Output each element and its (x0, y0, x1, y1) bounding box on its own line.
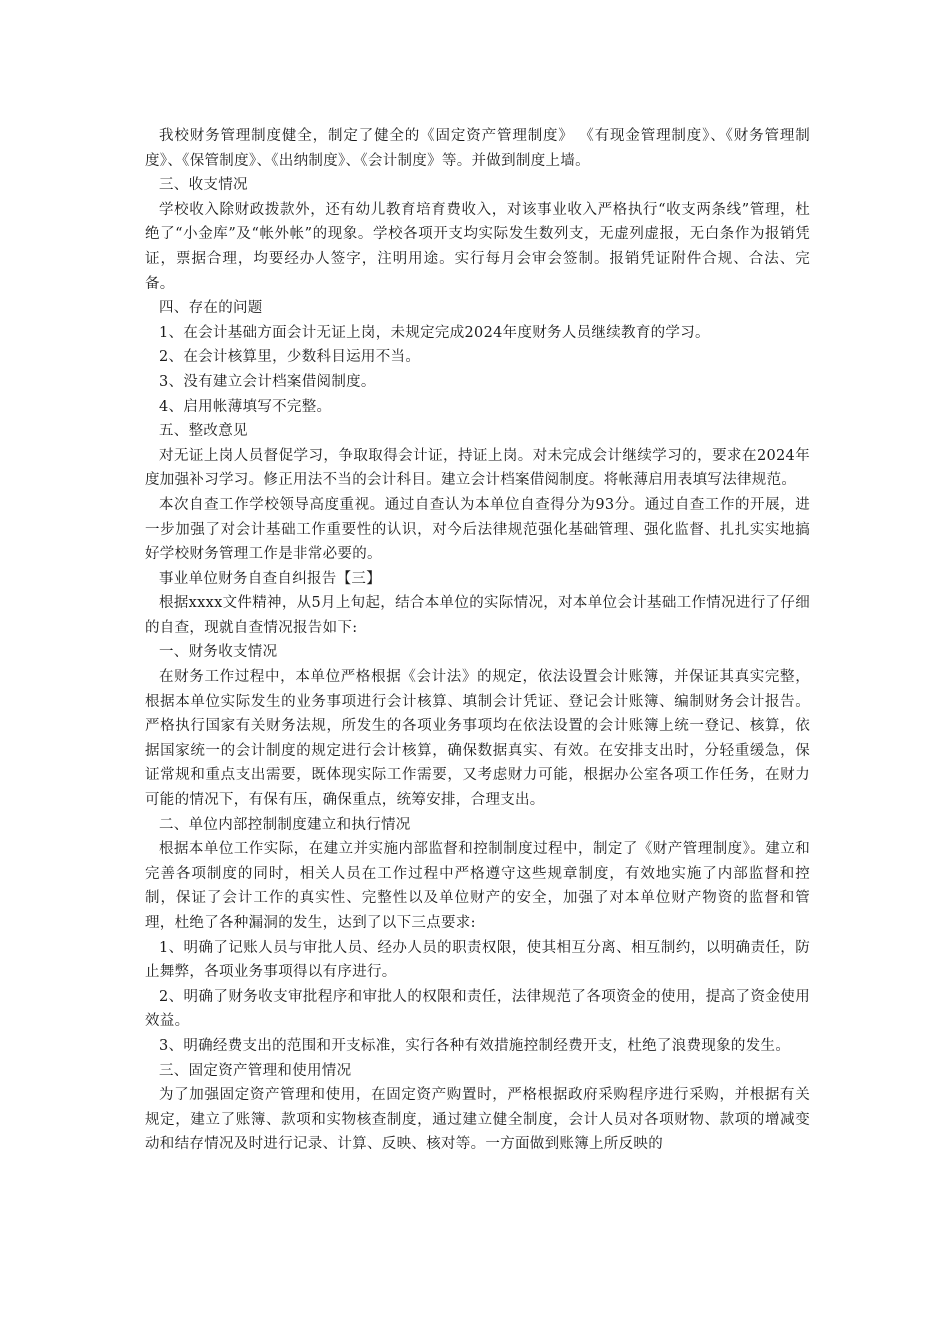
section-heading: 四、存在的问题 (159, 300, 263, 317)
paragraph: 学校收入除财政拨款外，还有幼儿教育培育费收入，对该事业收入严格执行“收支两条线”管理，杜绝了“小金库”及“帐外帐”的现象。学校各项开支均实际发生数列支，无虚列虚报，无白条作为报销凭证，票据合理，均要经办人签字，注明用途。实行每月会审会签制。报销凭证附件合规、合法、完备。 (145, 201, 810, 292)
report-title: 事业单位财务自查自纠报告【三】 (159, 570, 381, 587)
paragraph: 根据xxxx文件精神，从5月上旬起，结合本单位的实际情况，对本单位会计基础工作情况进行了仔细的自查，现就自查情况报告如下: (145, 595, 810, 636)
paragraph: 根据本单位工作实际，在建立并实施内部监督和控制制度过程中，制定了《财产管理制度》。建立和完善各项制度的同时，相关人员在工作过程中严格遵守这些规章制度，有效地实施了内部监督和控制，保证了会计工作的真实性、完整性以及单位财产的安全，加强了对本单位财产物资的监督和管理，杜绝了各种漏洞的发生，达到了以下三点要求: (145, 841, 810, 931)
list-item: 1、明确了记账人员与审批人员、经办人员的职责权限，使其相互分离、相互制约，以明确责任，防止舞弊，各项业务事项得以有序进行。 (145, 939, 810, 981)
document-body (145, 124, 810, 1157)
list-item: 3、明确经费支出的范围和开支标准，实行各种有效措施控制经费开支，杜绝了浪费现象的发生。 (159, 1037, 791, 1054)
paragraph: 对无证上岗人员督促学习，争取取得会计证，持证上岗。对未完成会计继续学习的，要求在2024年度加强补习学习。修正用法不当的会计科目。建立会计档案借阅制度。将帐薄启用表填写法律规范。 (145, 447, 810, 489)
paragraph: 为了加强固定资产管理和使用，在固定资产购置时，严格根据政府采购程序进行采购，并根据有关规定，建立了账簿、款项和实物核查制度，通过建立健全制度，会计人员对各项财物、款项的增减变动和结存情况及时进行记录、计算、反映、核对等。一方面做到账簿上所反映的 (145, 1087, 810, 1153)
section-heading: 三、收支情况 (159, 177, 248, 194)
list-item: 2、明确了财务收支审批程序和审批人的权限和责任，法律规范了各项资金的使用，提高了资金使用效益。 (145, 988, 810, 1030)
section-heading: 一、财务收支情况 (159, 644, 278, 661)
paragraph: 在财务工作过程中，本单位严格根据《会计法》的规定，依法设置会计账簿，并保证其真实完整，根据本单位实际发生的业务事项进行会计核算、填制会计凭证、登记会计账簿、编制财务会计报告。严格执行国家有关财务法规，所发生的各项业务事项均在依法设置的会计账簿上统一登记、核算，依据国家统一的会计制度的规定进行会计核算，确保数据真实、有效。在安排支出时，分轻重缓急，保证常规和重点支出需要，既体现实际工作需要，又考虑财力可能，根据办公室各项工作任务，在财力可能的情况下，有保有压，确保重点，统筹安排，合理支出。 (145, 669, 810, 809)
section-heading: 五、整改意见 (159, 423, 248, 440)
section-heading: 三、固定资产管理和使用情况 (159, 1062, 352, 1079)
list-item: 2、在会计核算里，少数科目运用不当。 (159, 349, 421, 366)
list-item: 1、在会计基础方面会计无证上岗，未规定完成2024年度财务人员继续教育的学习。 (159, 324, 710, 341)
section-heading: 二、单位内部控制制度建立和执行情况 (159, 816, 411, 833)
paragraph: 我校财务管理制度健全，制定了健全的《固定资产管理制度》 《有现金管理制度》、《财务管理制度》、《保管制度》、《出纳制度》、《会计制度》等。并做到制度上墙。 (145, 128, 810, 169)
paragraph: 本次自查工作学校领导高度重视。通过自查认为本单位自查得分为93分。通过自查工作的开展，进一步加强了对会计基础工作重要性的认识，对今后法律规范强化基础管理、强化监督、扎扎实实地搞好学校财务管理工作是非常必要的。 (145, 496, 810, 563)
list-item: 4、启用帐薄填写不完整。 (159, 398, 332, 415)
list-item: 3、没有建立会计档案借阅制度。 (159, 373, 376, 390)
